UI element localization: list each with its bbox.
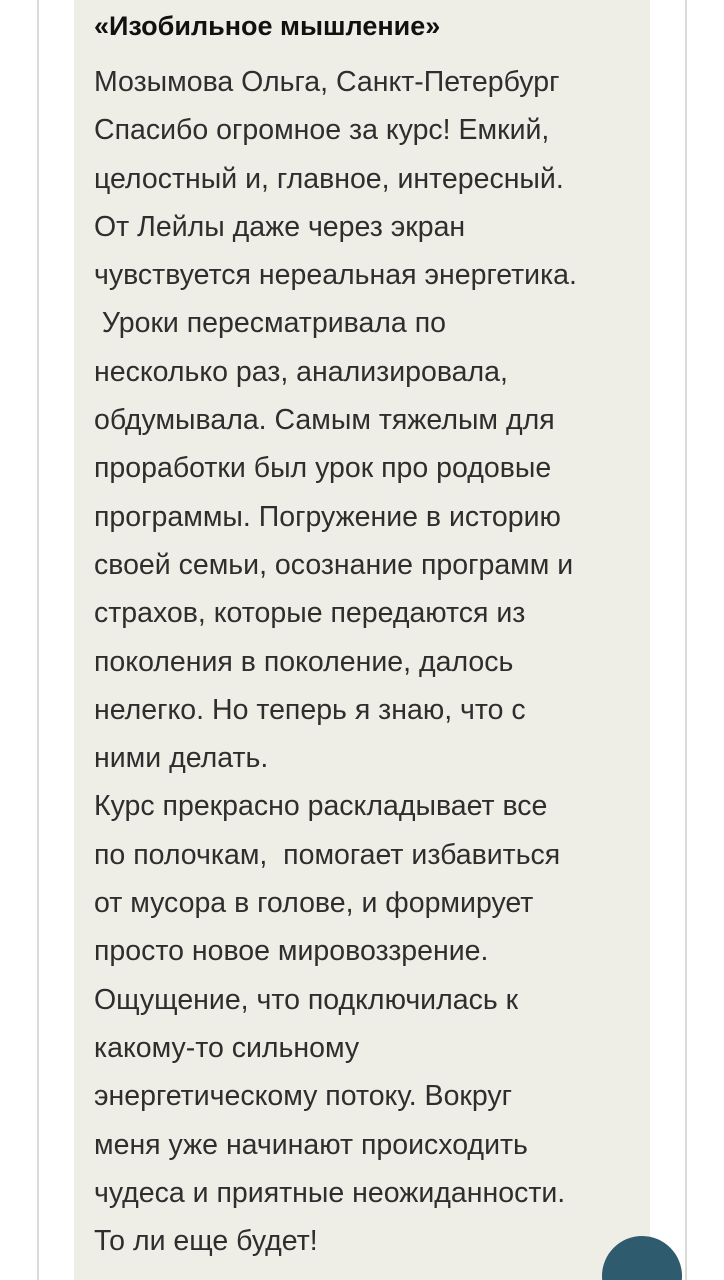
review-line: чувствуется нереальная энергетика. [94, 259, 577, 292]
review-line: Курс прекрасно раскладывает все [94, 790, 548, 823]
review-line: несколько раз, анализировала, [94, 355, 508, 388]
review-line: ними делать. [94, 742, 269, 775]
review-line: своей семьи, осознание программ и [94, 548, 574, 581]
review-line: Спасибо огромное за курс! Емкий, [94, 114, 550, 147]
review-line: поколения в поколение, далось [94, 645, 514, 678]
review-line: какому-то сильному [94, 1031, 360, 1064]
review-line: просто новое мировоззрение. [94, 935, 489, 968]
review-line: чудеса и приятные неожиданности. [94, 1176, 566, 1209]
left-border [37, 0, 39, 1280]
right-border [685, 0, 687, 1280]
review-body [94, 58, 650, 1265]
review-line: меня уже начинают происходить [94, 1128, 528, 1161]
review-line: От Лейлы даже через экран [94, 210, 466, 243]
review-line: нелегко. Но теперь я знаю, что с [94, 693, 526, 726]
review-line: Ощущение, что подключилась к [94, 983, 519, 1016]
review-line: страхов, которые передаются из [94, 597, 526, 630]
review-line: обдумывала. Самым тяжелым для [94, 404, 555, 437]
review-line: целостный и, главное, интересный. [94, 162, 564, 195]
review-line: по полочкам, помогает избавиться [94, 838, 561, 871]
review-line: То ли еще будет! [94, 1225, 318, 1258]
review-line: от мусора в голове, и формирует [94, 887, 534, 920]
review-line: проработки был урок про родовые [94, 452, 552, 485]
review-author: Мозымова Ольга, Санкт-Петербург [94, 66, 560, 98]
review-line: Уроки пересматривала по [94, 307, 446, 340]
review-line: энергетическому потоку. Вокруг [94, 1080, 513, 1113]
review-title: «Изобильное мышление» [94, 11, 441, 41]
review-line: программы. Погружение в историю [94, 500, 561, 533]
